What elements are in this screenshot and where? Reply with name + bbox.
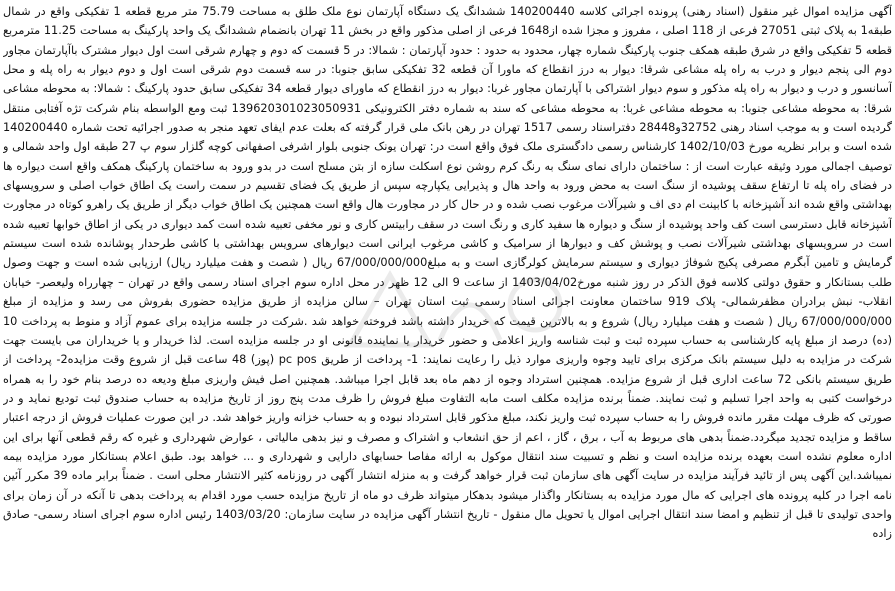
notice-signature: صادق زاده <box>3 507 892 541</box>
notice-body: آگهی مزایده اموال غیر منقول (اسناد رهنی) پرونده اجرائی کلاسه 140200440 ششدانگ یک دستگاه آپارتمان نوع ملک طلق به مساحت 75.79 متر مربع قطعه 1 تفکیکی واقع در شمال طبقه1 به پلاک ثبتی 27051 فرعی از 118 اصلی ، مفروز و مجزا شده از1648 فرعی از اصلی مذکور واقع در بخش 11 تهران بانضمام ششدانگ یک واحد پارکینگ به مساحت 11.25 مترمربع قطعه 5 تفکیکی واقع در شرق طبقه همکف جنوب پارکینگ شماره چهار، محدود به حدود : حدود آپارتمان : شمالا: در 5 قسمت که دوم و چهارم شرقی است اول دیوار مشترک باآپارتمان مجاور دوم الی پنجم دیوار و درب به راه پله مشاعی شرقا: دیوار به درز انقطاع که ماورا آن قطعه 32 تفکیکی سابق جنوبا: در سه قسمت دوم شرقی است اول و دوم دیوار به راه پله و محل آسانسور و درب و دیوار به راه پله مذکور و سوم دیوار اشتراکی با آپارتمان مجاور غربا: دیوار به درز انقطاع که ماورای دیوار قطعه 34 تفکیکی سابق حدود پارکینگ : شمالا: به محوطه مشاعی شرقا: به محوطه مشاعی جنوبا: به محوطه مشاعی غربا: به محوطه مشاعی که سند به شماره دفتر الکترونیکی 139620301023050931 ثبت ومع الواسطه بنام شرکت تژه آفتابی منتقل گردیده است و به موجب اسناد رهنی 32752و28448 دفتراسناد رسمی 1517 تهران در رهن بانک ملی قرار گرفته که بعلت عدم ایفای تعهد منجر به صدور اجرائیه تحت شماره 140200440 شده است و برابر نظریه مورخ 1402/10/03 کارشناس رسمی دادگستری ملک فوق واقع است در: تهران یونک جنوبی بلوار اشرفی اصفهانی کوچه گلزار سوم پ 27 طبقه اول واحد شمالی و توصیف اجمالی مورد وثیقه عبارت است از : ساختمان دارای نمای سنگ به رنگ کرم روشن نوع اسکلت سازه از بتن مسلح است در بدو ورود به ساختمان پارکینگ همکف واقع است دیواره ها در فضای راه پله تا ارتفاع سقف پوشیده از سنگ است به محض ورود به واحد هال و پذیرایی یکپارچه سپس از طریق یک فضای تقسیم در سمت راست یک اطاق خواب اصلی و سرویسهای بهداشتی واقع شده اند آشپزخانه با کابینت ام دی اف و شیرآلات مرغوب نصب شده و در حال کار در مجاورت هال واقع است همچنین یک اطاق خواب دیگر از طریق یک راهرو کوتاه در مجاورت آشپزخانه قابل دسترسی است کف واحد پوشیده از سنگ و دیواره ها سفید کاری و رنگ است در سقف رابیتس کاری و نور مخفی تعبیه شده است کمد دیواری در یکی از اطاق خوابها تعبیه شده است در سرویسهای بهداشتی شیرآلات نصب و پوشش کف و دیوارها از سرامیک و کاشی مرغوب ایرانی است دیوارهای سرویس بهداشتی با کاشی طرحدار پوشانده شده است سیستم گرمایش و تامین آبگرم مصرفی پکیج شوفاژ دیواری و سیستم سرمایش کولرگازی است و به مبلغ67/000/000/000 ریال ( شصت و هفت میلیارد ریال) ارزیابی شده است و جهت وصول طلب بستانکار و حقوق دولتی کلاسه فوق الذکر در روز شنبه مورخ1403/04/02 از ساعت 9 الی 12 ظهر در محل اداره سوم اجرای اسناد رسمی واقع در تهران – چهارراه ولیعصر- خیابان انقلاب- نبش برادران مظفرشمالی- پلاک 919 ساختمان معاونت اجرائی اسناد رسمی ثبت استان تهران – سالن مزایده از طریق مزایده حضوری بفروش می رسد و مزایده از مبلغ 67/000/000/000 ریال ( شصت و هفت میلیارد ریال) شروع و به بالاترین قیمت که خریدار داشته باشد فروخته خواهد شد .شرکت در جلسه مزایده برای عموم آزاد و منوط به پرداخت 10 (ده) درصد از مبلغ پایه کارشناسی به حساب سپرده ثبت و ثبت شناسه واریز اعلامی و حضور خریدار یا نماینده قانونی او در جلسه مزایده است. لذا خریدار و یا خریداران می بایست جهت شرکت در مزایده به دلیل سیستم بانک مرکزی برای تایید وجوه واریزی موارد ذیل را رعایت نمایند: 1- پرداخت از طریق pc pos (پوز) 48 ساعت قبل از شروع وقت مزایده2- پرداخت از طریق سیستم بانکی 72 ساعت اداری قبل از شروع مزایده. همچنین استرداد وجوه از دهم ماه بعد قابل اجرا میباشد. همچنین اصل فیش واریزی مبلغ ودیعه ده درصد بنام خود را به همراه درخواست کتبی به واحد اجرا تسلیم و ثبت نمایند. ضمناً برنده مزایده مکلف است مابه التفاوت مبلغ فروش را ظرف مدت پنج روز از تاریخ مزایده به حساب صندوق ثبت تودیع نماید و در صورتی که ظرف مهلت مقرر مانده فروش را به حساب سپرده ثبت واریز نکند، مبلغ مذکور قابل استرداد نبوده و به حساب خزانه واریز خواهد شد. در این صورت عملیات فروش از درجه اعتبار ساقط و مزایده تجدید میگردد.ضمناً بدهی های مربوط به آب ، برق ، گاز ، اعم از حق انشعاب و اشتراک و مصرف و نیز بدهی مالیاتی ، عوارض شهرداری و غیره که رقم قطعی آنها برای این اداره معلوم نشده است بعهده برنده مزایده است و نظم و تسبیت سند انتقال موکول به ارائه مفاصا حسابهای دارایی و شهرداری و ... خواهد بود. طبق اعلام بستانکار مورد مزایده بیمه نمیباشد.این آگهی پس از تائید فرآیند مزایده در سایت آگهی های سازمان ثبت قرار خواهد گرفت و به منزله انتشار آگهی در روزنامه کثیر الانتشار محلی است . ضمناً برابر ماده 39 مکرر آئین نامه اجرا در کلیه پرونده های اجرایی که مال مورد مزایده به بستانکار واگذار میشود بدهکار میتواند ظرف دو ماه از تاریخ مزایده حسب مورد اقدام به پرداخت بدهی تا آنکه در آن زمان برای واحدی تولیدی تا قبل از تنظیم و امضا سند انتقال اجرایی اموال یا تحویل مال منقول - تاریخ انتشار آگهی مزایده در سایت سازمان: 1403/03/20 رئیس اداره سوم اجرای اسناد رسمی- <box>3 5 892 521</box>
auction-notice <box>3 2 892 589</box>
